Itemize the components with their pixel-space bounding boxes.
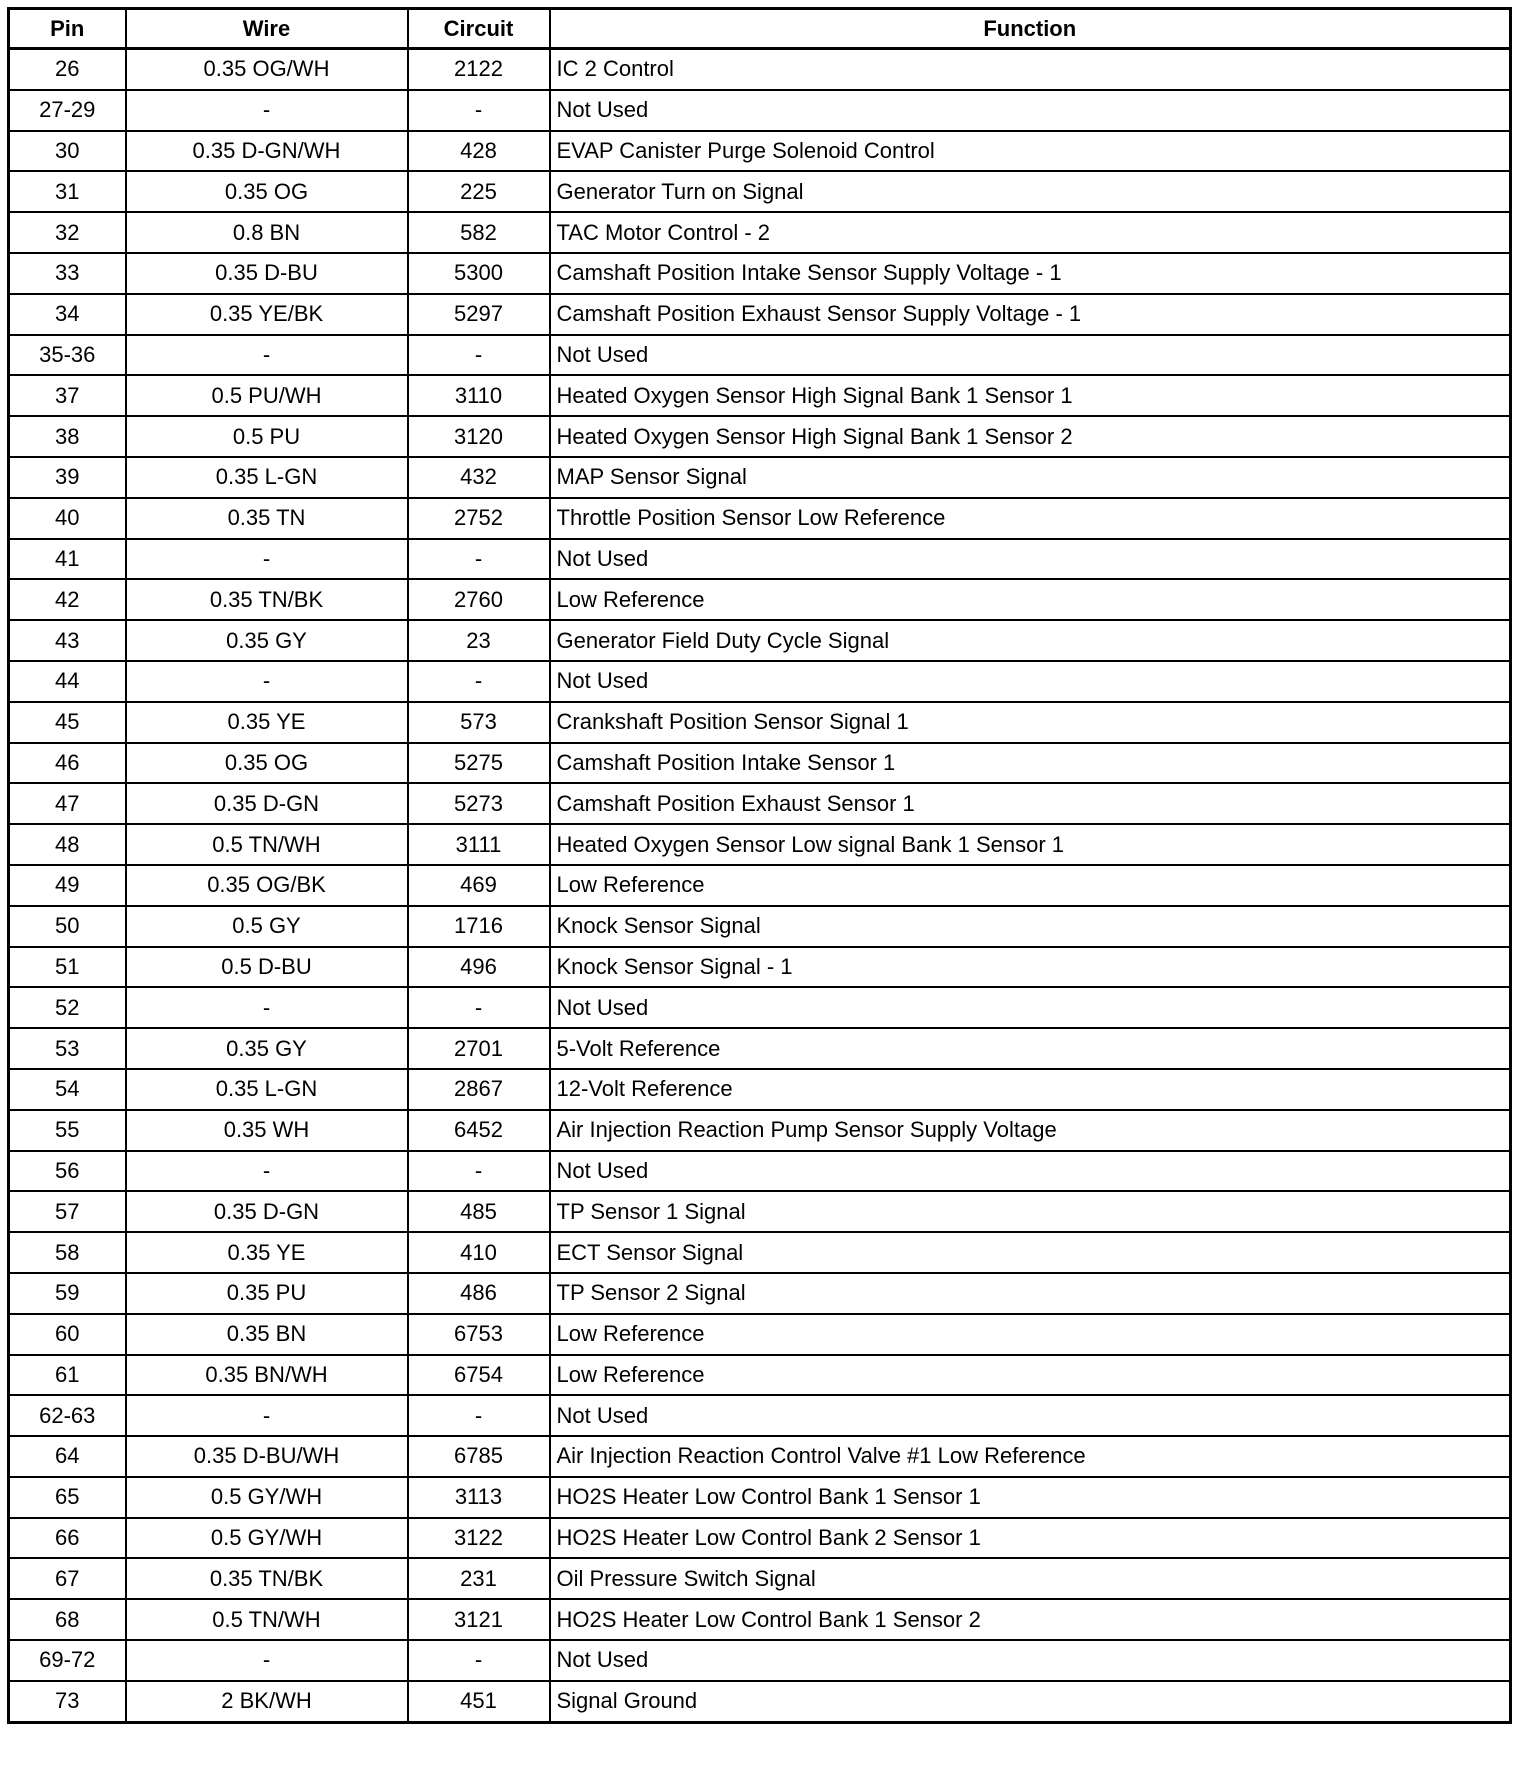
cell-circuit: 428 [408, 131, 550, 172]
table-row [9, 253, 1511, 294]
cell-pin: 49 [9, 865, 126, 906]
cell-circuit: - [408, 1640, 550, 1681]
cell-circuit: 2760 [408, 579, 550, 620]
cell-circuit: 5275 [408, 743, 550, 784]
cell-function: Signal Ground [550, 1681, 1511, 1722]
cell-function: Heated Oxygen Sensor High Signal Bank 1 Sensor 2 [550, 416, 1511, 457]
cell-circuit: - [408, 335, 550, 376]
cell-pin: 32 [9, 212, 126, 253]
cell-circuit: 3113 [408, 1477, 550, 1518]
cell-circuit: 2752 [408, 498, 550, 539]
table-row [9, 1518, 1511, 1559]
cell-circuit: 23 [408, 620, 550, 661]
cell-pin: 58 [9, 1232, 126, 1273]
cell-function: Not Used [550, 335, 1511, 376]
table-row [9, 90, 1511, 131]
cell-function: Crankshaft Position Sensor Signal 1 [550, 702, 1511, 743]
table-row [9, 335, 1511, 376]
cell-function: Low Reference [550, 1355, 1511, 1396]
cell-pin: 60 [9, 1314, 126, 1355]
cell-wire: - [126, 1395, 408, 1436]
table-row [9, 49, 1511, 90]
cell-circuit: 573 [408, 702, 550, 743]
cell-circuit: 3120 [408, 416, 550, 457]
table-row [9, 620, 1511, 661]
table-row [9, 1151, 1511, 1192]
cell-function: ECT Sensor Signal [550, 1232, 1511, 1273]
cell-pin: 59 [9, 1273, 126, 1314]
cell-wire: - [126, 1640, 408, 1681]
cell-circuit: 6753 [408, 1314, 550, 1355]
cell-function: MAP Sensor Signal [550, 457, 1511, 498]
cell-function: HO2S Heater Low Control Bank 1 Sensor 2 [550, 1599, 1511, 1640]
cell-function: Generator Turn on Signal [550, 171, 1511, 212]
cell-wire: 0.8 BN [126, 212, 408, 253]
cell-wire: 0.5 PU/WH [126, 375, 408, 416]
cell-wire: 0.35 OG [126, 743, 408, 784]
cell-function: Generator Field Duty Cycle Signal [550, 620, 1511, 661]
cell-wire: 0.35 L-GN [126, 457, 408, 498]
header-circuit: Circuit [408, 9, 550, 49]
cell-circuit: - [408, 539, 550, 580]
cell-wire: - [126, 987, 408, 1028]
table-row [9, 1314, 1511, 1355]
cell-circuit: - [408, 1151, 550, 1192]
cell-circuit: 6785 [408, 1436, 550, 1477]
cell-function: Camshaft Position Intake Sensor 1 [550, 743, 1511, 784]
cell-pin: 65 [9, 1477, 126, 1518]
cell-function: Camshaft Position Intake Sensor Supply Voltage - 1 [550, 253, 1511, 294]
cell-pin: 67 [9, 1558, 126, 1599]
cell-pin: 42 [9, 579, 126, 620]
cell-wire: 0.5 GY/WH [126, 1477, 408, 1518]
cell-function: TP Sensor 2 Signal [550, 1273, 1511, 1314]
cell-function: TP Sensor 1 Signal [550, 1191, 1511, 1232]
cell-pin: 61 [9, 1355, 126, 1396]
cell-wire: 0.35 WH [126, 1110, 408, 1151]
cell-circuit: 3121 [408, 1599, 550, 1640]
cell-pin: 33 [9, 253, 126, 294]
cell-wire: 0.35 OG/WH [126, 49, 408, 90]
table-row [9, 1599, 1511, 1640]
table-row [9, 294, 1511, 335]
cell-circuit: 5300 [408, 253, 550, 294]
cell-wire: 0.5 GY/WH [126, 1518, 408, 1559]
cell-circuit: 6754 [408, 1355, 550, 1396]
table-row [9, 1232, 1511, 1273]
header-function: Function [550, 9, 1511, 49]
cell-wire: 0.35 GY [126, 1028, 408, 1069]
cell-pin: 47 [9, 783, 126, 824]
cell-function: HO2S Heater Low Control Bank 2 Sensor 1 [550, 1518, 1511, 1559]
cell-circuit: 225 [408, 171, 550, 212]
cell-wire: - [126, 1151, 408, 1192]
cell-function: 5-Volt Reference [550, 1028, 1511, 1069]
cell-circuit: 2122 [408, 49, 550, 90]
cell-circuit: 451 [408, 1681, 550, 1722]
cell-pin: 40 [9, 498, 126, 539]
cell-function: HO2S Heater Low Control Bank 1 Sensor 1 [550, 1477, 1511, 1518]
cell-pin: 45 [9, 702, 126, 743]
cell-wire: 0.35 GY [126, 620, 408, 661]
table-row [9, 1436, 1511, 1477]
table-row [9, 171, 1511, 212]
cell-wire: 0.5 TN/WH [126, 1599, 408, 1640]
table-row [9, 579, 1511, 620]
cell-function: Heated Oxygen Sensor High Signal Bank 1 Sensor 1 [550, 375, 1511, 416]
cell-wire: - [126, 90, 408, 131]
cell-pin: 64 [9, 1436, 126, 1477]
cell-function: Throttle Position Sensor Low Reference [550, 498, 1511, 539]
cell-wire: 0.5 GY [126, 906, 408, 947]
cell-function: 12-Volt Reference [550, 1069, 1511, 1110]
cell-pin: 48 [9, 824, 126, 865]
cell-pin: 44 [9, 661, 126, 702]
cell-circuit: - [408, 90, 550, 131]
cell-circuit: - [408, 987, 550, 1028]
table-row [9, 947, 1511, 988]
cell-circuit: 5297 [408, 294, 550, 335]
cell-circuit: 3122 [408, 1518, 550, 1559]
table-row [9, 1191, 1511, 1232]
cell-function: Knock Sensor Signal - 1 [550, 947, 1511, 988]
cell-function: Not Used [550, 90, 1511, 131]
cell-wire: 0.35 YE [126, 702, 408, 743]
cell-circuit: 5273 [408, 783, 550, 824]
header-wire: Wire [126, 9, 408, 49]
cell-pin: 53 [9, 1028, 126, 1069]
cell-function: Not Used [550, 987, 1511, 1028]
cell-wire: 0.35 PU [126, 1273, 408, 1314]
cell-function: Low Reference [550, 865, 1511, 906]
cell-pin: 41 [9, 539, 126, 580]
cell-pin: 57 [9, 1191, 126, 1232]
table-row [9, 375, 1511, 416]
cell-circuit: 496 [408, 947, 550, 988]
table-row [9, 661, 1511, 702]
cell-wire: 0.5 D-BU [126, 947, 408, 988]
table-row [9, 1477, 1511, 1518]
cell-wire: 0.35 D-BU/WH [126, 1436, 408, 1477]
cell-wire: - [126, 661, 408, 702]
table-row [9, 1395, 1511, 1436]
cell-pin: 62-63 [9, 1395, 126, 1436]
cell-wire: 0.35 OG/BK [126, 865, 408, 906]
cell-pin: 69-72 [9, 1640, 126, 1681]
cell-function: Low Reference [550, 579, 1511, 620]
cell-wire: 0.35 L-GN [126, 1069, 408, 1110]
table-row [9, 743, 1511, 784]
cell-function: TAC Motor Control - 2 [550, 212, 1511, 253]
cell-function: Not Used [550, 1640, 1511, 1681]
table-row [9, 1273, 1511, 1314]
cell-circuit: 3111 [408, 824, 550, 865]
cell-circuit: 485 [408, 1191, 550, 1232]
table-row [9, 783, 1511, 824]
cell-circuit: 6452 [408, 1110, 550, 1151]
cell-pin: 35-36 [9, 335, 126, 376]
cell-pin: 54 [9, 1069, 126, 1110]
cell-pin: 55 [9, 1110, 126, 1151]
cell-wire: 0.35 TN/BK [126, 579, 408, 620]
header-pin: Pin [9, 9, 126, 49]
cell-circuit: 231 [408, 1558, 550, 1599]
table-row [9, 906, 1511, 947]
cell-pin: 51 [9, 947, 126, 988]
cell-circuit: 2867 [408, 1069, 550, 1110]
cell-wire: 0.35 TN [126, 498, 408, 539]
header-row [9, 9, 1511, 49]
cell-pin: 31 [9, 171, 126, 212]
cell-circuit: 432 [408, 457, 550, 498]
cell-circuit: - [408, 1395, 550, 1436]
table-row [9, 1028, 1511, 1069]
cell-pin: 56 [9, 1151, 126, 1192]
cell-wire: 0.35 OG [126, 171, 408, 212]
cell-circuit: 410 [408, 1232, 550, 1273]
cell-wire: 2 BK/WH [126, 1681, 408, 1722]
table-row [9, 1110, 1511, 1151]
connector-pinout-table-container [7, 7, 1512, 1724]
cell-wire: 0.35 BN [126, 1314, 408, 1355]
table-header [9, 9, 1511, 49]
table-row [9, 865, 1511, 906]
cell-pin: 26 [9, 49, 126, 90]
table-row [9, 987, 1511, 1028]
cell-wire: 0.35 BN/WH [126, 1355, 408, 1396]
cell-function: Air Injection Reaction Control Valve #1 Low Reference [550, 1436, 1511, 1477]
cell-wire: - [126, 539, 408, 580]
table-row [9, 498, 1511, 539]
cell-wire: - [126, 335, 408, 376]
cell-function: EVAP Canister Purge Solenoid Control [550, 131, 1511, 172]
table-row [9, 1640, 1511, 1681]
cell-wire: 0.35 D-BU [126, 253, 408, 294]
cell-function: Not Used [550, 1395, 1511, 1436]
cell-function: Oil Pressure Switch Signal [550, 1558, 1511, 1599]
cell-function: Not Used [550, 661, 1511, 702]
cell-circuit: 2701 [408, 1028, 550, 1069]
table-row [9, 539, 1511, 580]
cell-function: Camshaft Position Exhaust Sensor 1 [550, 783, 1511, 824]
table-row [9, 457, 1511, 498]
table-row [9, 416, 1511, 457]
cell-pin: 73 [9, 1681, 126, 1722]
table-row [9, 1069, 1511, 1110]
cell-function: IC 2 Control [550, 49, 1511, 90]
cell-circuit: 1716 [408, 906, 550, 947]
table-row [9, 1355, 1511, 1396]
table-body [9, 49, 1511, 1723]
cell-pin: 30 [9, 131, 126, 172]
cell-function: Low Reference [550, 1314, 1511, 1355]
cell-circuit: 582 [408, 212, 550, 253]
cell-circuit: 469 [408, 865, 550, 906]
cell-wire: 0.35 TN/BK [126, 1558, 408, 1599]
cell-wire: 0.35 YE [126, 1232, 408, 1273]
cell-pin: 27-29 [9, 90, 126, 131]
cell-wire: 0.5 PU [126, 416, 408, 457]
table-row [9, 702, 1511, 743]
cell-function: Camshaft Position Exhaust Sensor Supply Voltage - 1 [550, 294, 1511, 335]
cell-circuit: 486 [408, 1273, 550, 1314]
table-row [9, 1681, 1511, 1722]
cell-pin: 38 [9, 416, 126, 457]
cell-function: Knock Sensor Signal [550, 906, 1511, 947]
cell-wire: 0.35 D-GN [126, 1191, 408, 1232]
cell-pin: 68 [9, 1599, 126, 1640]
cell-pin: 52 [9, 987, 126, 1028]
cell-pin: 43 [9, 620, 126, 661]
cell-wire: 0.35 YE/BK [126, 294, 408, 335]
cell-function: Heated Oxygen Sensor Low signal Bank 1 Sensor 1 [550, 824, 1511, 865]
cell-function: Not Used [550, 539, 1511, 580]
cell-function: Air Injection Reaction Pump Sensor Supply Voltage [550, 1110, 1511, 1151]
cell-pin: 66 [9, 1518, 126, 1559]
cell-pin: 34 [9, 294, 126, 335]
cell-wire: 0.35 D-GN/WH [126, 131, 408, 172]
cell-pin: 39 [9, 457, 126, 498]
cell-wire: 0.35 D-GN [126, 783, 408, 824]
table-row [9, 824, 1511, 865]
table-row [9, 131, 1511, 172]
cell-pin: 50 [9, 906, 126, 947]
cell-circuit: - [408, 661, 550, 702]
table-row [9, 212, 1511, 253]
table-row [9, 1558, 1511, 1599]
cell-pin: 37 [9, 375, 126, 416]
cell-function: Not Used [550, 1151, 1511, 1192]
cell-pin: 46 [9, 743, 126, 784]
cell-wire: 0.5 TN/WH [126, 824, 408, 865]
cell-circuit: 3110 [408, 375, 550, 416]
connector-pinout-table [7, 7, 1512, 1724]
